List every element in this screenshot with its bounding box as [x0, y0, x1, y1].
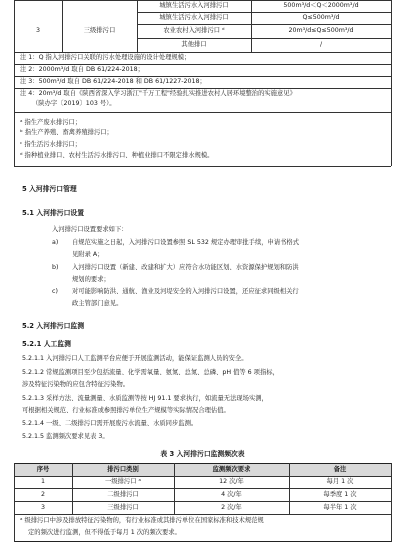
table-cell: 一级排污口 ᵃ	[105, 478, 141, 485]
list-text: 自规范实施之日起，入河排污口设置参照 SL 532 规定办理审批手续，申请书格式	[72, 239, 300, 246]
table-cell: 2 次/年	[221, 504, 242, 511]
table-cell: 500m³/d＜Q＜2000m³/d	[283, 2, 359, 9]
table-border	[14, 514, 391, 515]
paragraph: 5.2.1.2 常规监测项目至少包括流量、化学需氧量、氨氮、总氮、总磷、pH 值等 6 项指标，	[22, 369, 279, 376]
table-note: ᵃ 级排污口中涉及排放特征污染物的，有行业标准或其排污单位在国家标准和技术规范规	[20, 517, 264, 524]
paragraph: 5.2.1.4 一级、二级排污口需开展废污水流量、水质同步监测。	[22, 420, 198, 427]
table-footnote: ᵈ 指种植业排口、农村生活污水排污口、种植业排口不限定排水规模。	[20, 152, 214, 159]
table-cell: 1	[40, 478, 45, 485]
table-cell: /	[319, 41, 323, 48]
paragraph: 可根据相关规范、行业标准或参照排污单位生产规模等实际情况合理估值。	[22, 407, 230, 414]
table-border	[14, 463, 391, 464]
table-cell: 3	[35, 27, 40, 34]
table-cell: 三级排污口	[83, 27, 116, 34]
subsection-heading: 5.2 入河排污口监测	[22, 322, 84, 330]
list-text: 规划的要求；	[72, 276, 110, 283]
table-border	[62, 0, 63, 52]
table-border	[14, 64, 391, 65]
subsection-heading: 5.2.1 人工监测	[22, 340, 71, 348]
table-cell: 20m³/d≤Q≤500m³/d	[288, 27, 354, 34]
list-text: 见附录 A；	[72, 251, 104, 258]
table-border	[391, 0, 392, 52]
table-border	[14, 476, 391, 477]
table-header-cell: 监测频次要求	[212, 466, 251, 473]
table-cell: 城镇生活污水入河排污口	[159, 14, 229, 21]
table-cell: 12 次/年	[219, 478, 244, 485]
table-caption: 表 3 入河排污口监测频次表	[160, 450, 245, 458]
table-note: （陕办字〔2019〕103 号）。	[32, 100, 116, 107]
table-note: 注 1：Q 指入河排污口关联的污水处理设施的设计处理规模；	[20, 54, 191, 61]
list-text: 政主管部门意见。	[72, 300, 123, 307]
table-header-cell: 序号	[36, 466, 50, 473]
table-border	[14, 0, 15, 52]
table-border	[14, 463, 15, 542]
table-note: 注 3：500m³/d 取自 DB 61/224-2018 和 DB 61/1227-2018；	[20, 78, 206, 85]
table-border	[391, 463, 392, 542]
table-border	[14, 488, 391, 489]
table-border	[14, 52, 15, 112]
paragraph: 5.2.1.3 采样方法、流量测量、水质监测等按 HJ 91.1 要求执行，如流量无法现场实测，	[22, 395, 268, 402]
list-marker: a)	[52, 239, 59, 246]
section-heading: 5 入河排污口管理	[22, 185, 77, 193]
table-border	[14, 501, 391, 502]
table-border	[14, 88, 391, 89]
table-border	[14, 76, 391, 77]
table-cell: 每月 1 次	[326, 478, 354, 485]
table-note: 注 4：20m³/d 取自《陕西省深入学习浙江"千万工程"经验扎实推进农村人居环境整治的实施意见》	[20, 90, 296, 97]
table-cell: Q≤500m³/d	[302, 14, 340, 21]
table-cell: 三级排污口	[107, 504, 139, 511]
table-cell: 二级排污口	[107, 491, 139, 498]
table-footnote: ᵇ 指生产养殖、畜禽养殖排污口；	[20, 129, 113, 136]
table-border	[14, 112, 15, 166]
table-note: 定的频次进行监测，但不得低于每月 1 次的频次要求。	[28, 529, 181, 536]
table-header-cell: 备注	[333, 466, 347, 473]
table-cell: 其他排口	[181, 41, 207, 48]
list-text: 入河排污口设置（新建、改建和扩大）应符合水功能区划、水资源保护规划和防洪	[72, 264, 299, 271]
table-note: 注 2：2000m³/d 取自 DB 61/224-2018；	[20, 66, 144, 73]
list-marker: b)	[52, 264, 59, 271]
list-marker: c)	[52, 288, 58, 295]
table-cell: 每半年 1 次	[323, 504, 357, 511]
subsection-heading: 5.1 入河排污口设置	[22, 209, 84, 217]
table-border	[14, 166, 391, 167]
paragraph: 5.2.1.5 监测频次要求见表 3。	[22, 433, 109, 440]
table-border	[14, 0, 391, 1]
table-border	[14, 541, 391, 542]
table-border	[14, 112, 391, 113]
paragraph: 入河排污口设置要求如下：	[52, 226, 128, 233]
table-cell: 农业农村入河排污口 ᵈ	[163, 27, 225, 34]
table-border	[137, 24, 391, 25]
table-border	[137, 38, 391, 39]
table-border	[391, 112, 392, 166]
table-border	[137, 12, 391, 13]
table-border	[391, 52, 392, 112]
table-border	[14, 52, 391, 53]
paragraph: 涉及特征污染物的应包含特征污染物。	[22, 381, 130, 388]
table-cell: 3	[40, 504, 45, 511]
table-cell: 城镇生活污水入河排污口	[159, 2, 229, 9]
table-cell: 每季度 1 次	[323, 491, 357, 498]
table-cell: 4 次/年	[221, 491, 242, 498]
table-cell: 2	[40, 491, 45, 498]
table-header-cell: 排污口类别	[107, 466, 139, 473]
table-footnote: ᶜ 指生活污水排污口；	[20, 141, 82, 148]
list-text: 对可能影响防洪、通航、渔业及河堤安全的入河排污口设置，还应征求同级相关行	[72, 288, 299, 295]
paragraph: 5.2.1.1 入河排污口人工监测平台应便于开展监测活动，能保证监测人员的安全。	[22, 355, 248, 362]
table-footnote: ᵃ 指生产废水排污口；	[20, 119, 82, 126]
